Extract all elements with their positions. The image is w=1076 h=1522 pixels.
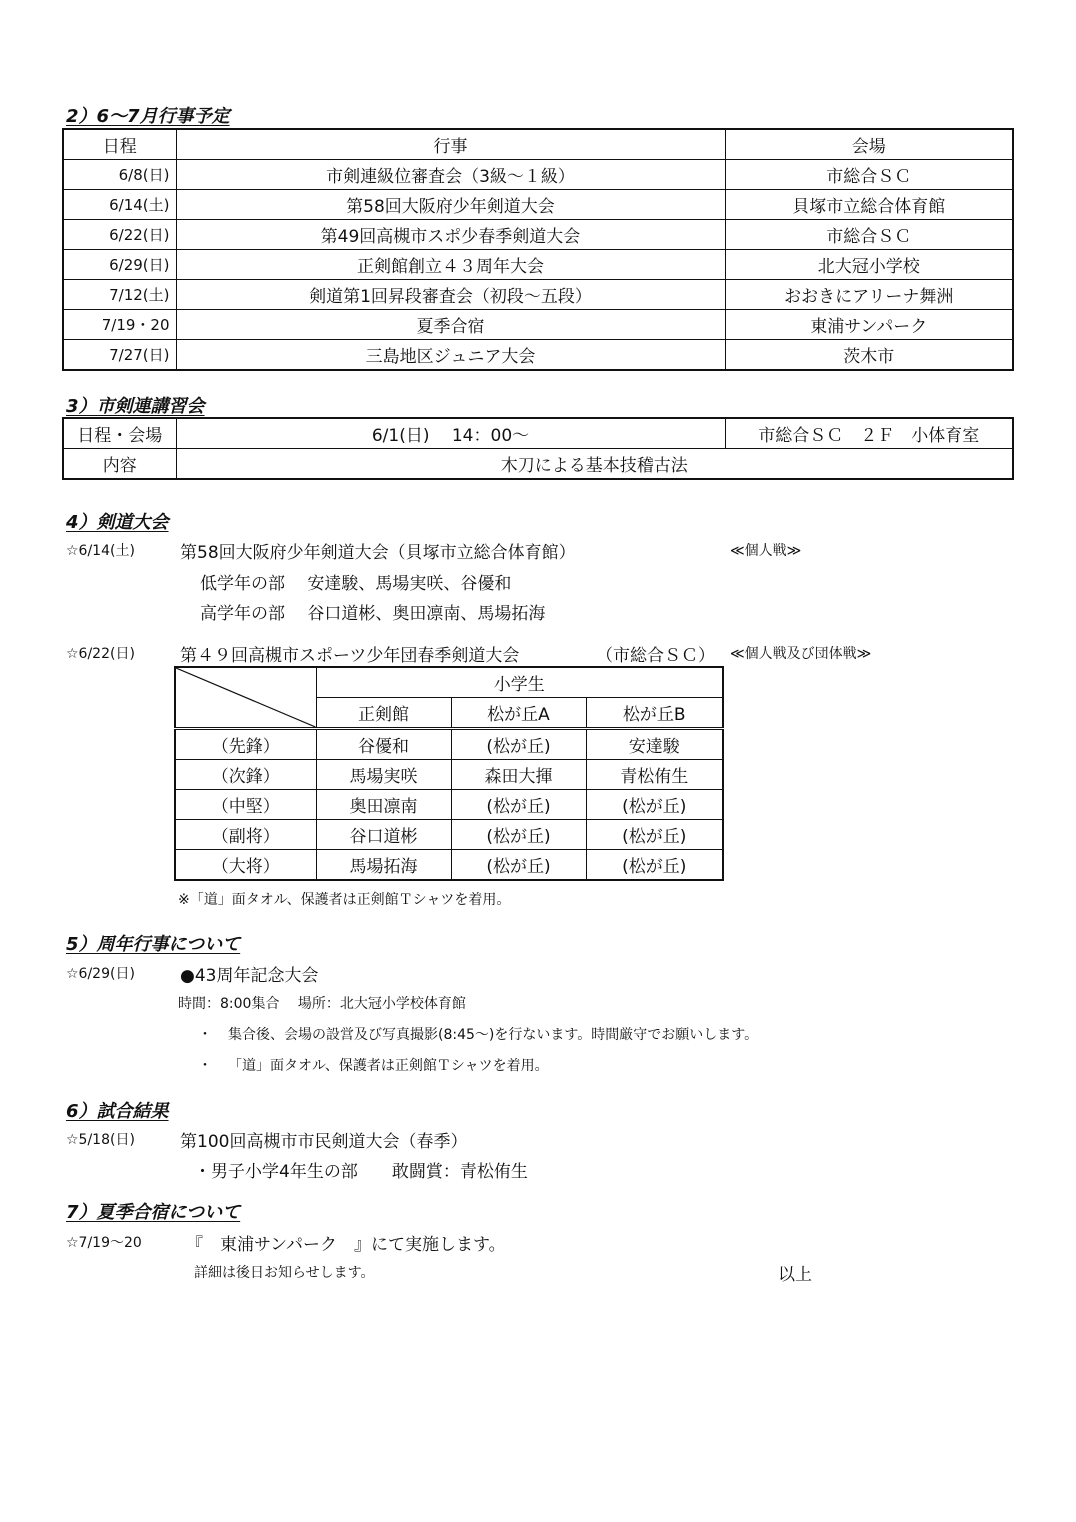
camp-date: ☆7/19～20 [66,1235,142,1251]
position-label: （副将） [175,820,316,850]
row-date: 6/8(日) [63,160,176,190]
anniversary-detail: 時間：8:00集合 場所：北大冠小学校体育館 [178,996,466,1012]
section-6-heading: 6）試合結果 [66,1101,169,1122]
row-venue: 貝塚市立総合体育館 [725,190,1013,220]
closing-mark: 以上 [778,1265,812,1285]
bullet-marker: ・ [198,1027,212,1043]
member-cell: 谷口道彬 [316,820,451,850]
row-event: 正剣館創立４３周年大会 [176,250,725,280]
row-venue: 北大冠小学校 [725,250,1013,280]
row-date: 6/29(日) [63,250,176,280]
tournament-2-venue: （市総合ＳＣ） [596,646,715,666]
result-award: ・男子小学4年生の部 敢闘賞：青松侑生 [194,1162,528,1182]
row-event: 市剣連級位審査会（3級～１級） [176,160,725,190]
col-date-header: 日程 [63,129,176,160]
team-name: 正剣館 [316,698,451,729]
row-date: 7/12(土) [63,280,176,310]
lower-grade-entries: 低学年の部 安達駿、馬場実咲、谷優和 [200,574,512,594]
schedule-table [62,128,1014,371]
row-event: 剣道第1回昇段審査会（初段～五段） [176,280,725,310]
row-venue: 市総合ＳＣ [725,220,1013,250]
member-cell: (松が丘) [451,820,586,850]
seminar-content: 木刀による基本技稽古法 [176,449,1013,480]
date-venue-label: 日程・会場 [63,418,176,449]
table-row [63,250,1013,280]
seminar-datetime: 6/1(日) 14：00～ [176,418,725,449]
row-event: 夏季合宿 [176,310,725,340]
member-cell: 安達駿 [586,729,723,760]
position-label: （中堅） [175,790,316,820]
table-row [63,418,1013,449]
tournament-2-date: ☆6/22(日) [66,646,135,662]
section-2-heading: 2）6～7月行事予定 [66,106,230,127]
row-event: 三島地区ジュニア大会 [176,340,725,371]
member-cell: (松が丘) [451,790,586,820]
member-cell: (松が丘) [586,790,723,820]
table-header-row [175,667,723,698]
row-venue: 市総合ＳＣ [725,160,1013,190]
row-venue: おおきにアリーナ舞洲 [725,280,1013,310]
member-cell: 馬場実咲 [316,760,451,790]
table-row [175,790,723,820]
member-cell: (松が丘) [586,850,723,881]
position-label: （大将） [175,850,316,881]
anniversary-date: ☆6/29(日) [66,966,135,982]
row-date: 7/19・20 [63,310,176,340]
member-cell: 青松侑生 [586,760,723,790]
anniversary-bullet-1: 集合後、会場の設営及び写真撮影(8:45～)を行ないます。時間厳守でお願いします。 [228,1027,759,1043]
col-venue-header: 会場 [725,129,1013,160]
table-row [63,310,1013,340]
table-row [63,160,1013,190]
row-event: 第58回大阪府少年剣道大会 [176,190,725,220]
table-row [175,760,723,790]
table-row [63,449,1013,480]
table-row [175,850,723,881]
elementary-header: 小学生 [316,667,723,698]
seminar-venue: 市総合ＳＣ ２Ｆ 小体育室 [725,418,1013,449]
result-title: 第100回高槻市市民剣道大会（春季） [180,1132,468,1152]
content-label: 内容 [63,449,176,480]
table-row [63,340,1013,371]
row-venue: 茨木市 [725,340,1013,371]
member-cell: (松が丘) [451,729,586,760]
section-4-heading: 4）剣道大会 [66,512,169,533]
tournament-2-title: 第４９回高槻市スポーツ少年団春季剣道大会 [180,646,520,666]
table-row [175,729,723,760]
tournament-2-type: ≪個人戦及び団体戦≫ [730,646,872,662]
attire-note: ※「道」面タオル、保護者は正剣館Ｔシャツを着用。 [178,892,511,908]
result-date: ☆5/18(日) [66,1132,135,1148]
table-row [63,190,1013,220]
camp-line-2: 詳細は後日お知らせします。 [194,1265,375,1281]
section-3-heading: 3）市剣連講習会 [66,396,205,417]
table-row [63,220,1013,250]
position-label: （先鋒） [175,729,316,760]
row-date: 6/22(日) [63,220,176,250]
seminar-table [62,417,1014,480]
row-event: 第49回高槻市スポ少春季剣道大会 [176,220,725,250]
tournament-1-title: 第58回大阪府少年剣道大会（貝塚市立総合体育館） [180,543,576,563]
row-venue: 東浦サンパーク [725,310,1013,340]
table-row [175,820,723,850]
section-7-heading: 7）夏季合宿について [66,1202,241,1223]
anniversary-title: ●43周年記念大会 [180,966,319,986]
position-label: （次鋒） [175,760,316,790]
col-event-header: 行事 [176,129,725,160]
team-name: 松が丘A [451,698,586,729]
tournament-1-type: ≪個人戦≫ [730,543,802,559]
member-cell: (松が丘) [586,820,723,850]
member-cell: (松が丘) [451,850,586,881]
row-date: 7/27(日) [63,340,176,371]
anniversary-bullet-2: 「道」面タオル、保護者は正剣館Ｔシャツを着用。 [228,1058,549,1074]
member-cell: 馬場拓海 [316,850,451,881]
member-cell: 谷優和 [316,729,451,760]
table-row [63,280,1013,310]
member-cell: 森田大揮 [451,760,586,790]
section-5-heading: 5）周年行事について [66,934,241,955]
tournament-1-date: ☆6/14(土) [66,543,135,559]
table-header-row [63,129,1013,160]
team-name: 松が丘B [586,698,723,729]
diagonal-corner-cell [175,667,316,729]
row-date: 6/14(土) [63,190,176,220]
team-roster-table [174,666,724,881]
member-cell: 奥田凛南 [316,790,451,820]
bullet-marker: ・ [198,1058,212,1074]
camp-line-1: 『 東浦サンパーク 』にて実施します。 [186,1235,506,1255]
upper-grade-entries: 高学年の部 谷口道彬、奥田凛南、馬場拓海 [200,604,546,624]
